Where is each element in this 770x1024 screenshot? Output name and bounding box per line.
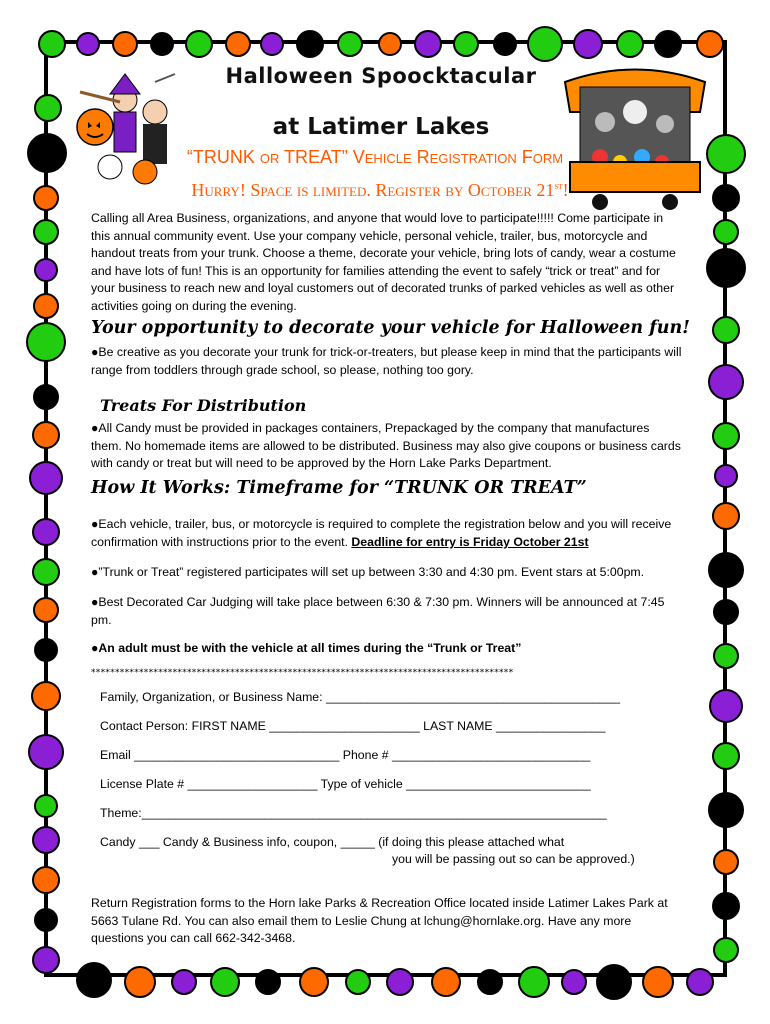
polka-dot bbox=[299, 967, 329, 997]
bullet-registration-text: ●Each vehicle, trailer, bus, or motorcycle is required to complete the registration below and you will receive confirmation with instructions prior to the event. bbox=[91, 517, 672, 549]
polka-dot bbox=[296, 30, 324, 58]
polka-dot bbox=[706, 248, 746, 288]
field-contact-person[interactable]: Contact Person: FIRST NAME ______________________ LAST NAME ________________ bbox=[100, 719, 606, 733]
polka-dot bbox=[32, 518, 60, 546]
section-text-decorate: ●Be creative as you decorate your trunk for trick-or-treaters, but please keep in mind that the participants will range from toddlers through grade school, so please, nothing too gory. bbox=[91, 345, 682, 377]
event-title: Halloween Spoocktacular bbox=[225, 64, 537, 88]
polka-dot bbox=[76, 962, 112, 998]
hurry-superscript: st bbox=[554, 181, 563, 192]
event-location-title: at Latimer Lakes bbox=[272, 114, 490, 140]
bullet-registration bbox=[91, 516, 683, 551]
section-heading-decorate: Your opportunity to decorate your vehicle for Halloween fun! bbox=[91, 318, 690, 338]
polka-dot bbox=[714, 464, 738, 488]
bullet-judging: ●Best Decorated Car Judging will take place between 6:30 & 7:30 pm. Winners will be announced at 7:45 pm. bbox=[91, 595, 665, 627]
polka-dot bbox=[713, 849, 739, 875]
polka-dot bbox=[654, 30, 682, 58]
field-license-vehicle[interactable]: License Plate # ___________________ Type of vehicle ___________________________ bbox=[100, 777, 591, 791]
polka-dot bbox=[32, 558, 60, 586]
deadline-text: Deadline for entry is Friday October 21st bbox=[351, 534, 589, 549]
hurry-end: ! bbox=[562, 180, 569, 200]
polka-dot bbox=[616, 30, 644, 58]
polka-dot bbox=[527, 26, 563, 62]
field-family-organization[interactable]: Family, Organization, or Business Name: ___________________________________________ bbox=[100, 690, 621, 704]
polka-dot bbox=[686, 968, 714, 996]
polka-dot bbox=[712, 502, 740, 530]
return-instructions: Return Registration forms to the Horn lake Parks & Recreation Office located inside Latimer Lakes Park at 5663 Tulane Rd. You can also email them to Leslie Chung at lchung@hornlake.org. Have any more questions you can call 662-342-3468. bbox=[91, 896, 668, 946]
polka-dot bbox=[378, 32, 402, 56]
polka-dot bbox=[642, 966, 674, 998]
polka-dot bbox=[709, 689, 743, 723]
section-heading-how-it-works: How It Works: Timeframe for “TRUNK OR TREAT” bbox=[91, 478, 587, 498]
field-theme[interactable]: Theme:____________________________________________________________________ bbox=[100, 806, 607, 820]
polka-dot bbox=[712, 184, 740, 212]
polka-dot bbox=[706, 134, 746, 174]
polka-dot bbox=[29, 461, 63, 495]
polka-dot bbox=[573, 29, 603, 59]
polka-dot bbox=[150, 32, 174, 56]
bullet-setup-times: ●”Trunk or Treat” registered participates will set up between 3:30 and 4:30 pm. Event stars at 5:00pm. bbox=[91, 565, 645, 579]
intro-paragraph: Calling all Area Business, organizations, and anyone that would love to participate!!!!! Come participate in this annual community event. Use your company vehicle, personal vehicle, trailer, bus, motorcycle and handout treats from your trunk. Choose a theme, decorate your vehicle, bring lots of candy, wear a costume and have lots of fun! This is an opportunity for families attending the event to safely “trick or treat” and for your business to reach new and loyal customers out of decorated trunks of parked vehicles as well as other activities going on during the evening. bbox=[91, 211, 676, 313]
polka-dot bbox=[28, 734, 64, 770]
polka-dot bbox=[453, 31, 479, 57]
polka-dot bbox=[708, 364, 744, 400]
polka-dot bbox=[596, 964, 632, 1000]
separator-line: **************************************************************************************** bbox=[91, 668, 514, 678]
polka-dot bbox=[33, 185, 59, 211]
polka-dot bbox=[38, 30, 66, 58]
polka-dot bbox=[33, 597, 59, 623]
polka-dot bbox=[32, 866, 60, 894]
polka-dot bbox=[493, 32, 517, 56]
polka-dot bbox=[713, 937, 739, 963]
hurry-text: Hurry! Space is limited. Register by October 21 bbox=[191, 180, 555, 200]
section-text-treats: ●All Candy must be provided in packages containers, Prepackaged by the company that manufactures them. No homemade items are allowed to be distributed. Business may also give coupons or business cards with candy or treat but will need to be approved by the Horn Lake Parks Department. bbox=[91, 421, 681, 471]
polka-dot bbox=[32, 946, 60, 974]
polka-dot bbox=[345, 969, 371, 995]
costumed-kids-illustration bbox=[70, 72, 180, 192]
polka-dot bbox=[124, 966, 156, 998]
polka-dot bbox=[171, 969, 197, 995]
polka-dot bbox=[713, 599, 739, 625]
polka-dot bbox=[32, 826, 60, 854]
polka-dot bbox=[337, 31, 363, 57]
polka-dot bbox=[260, 32, 284, 56]
field-email-phone[interactable]: Email ______________________________ Phone # _____________________________ bbox=[100, 748, 591, 762]
bullet-adult-required: ●An adult must be with the vehicle at all times during the “Trunk or Treat” bbox=[91, 641, 522, 655]
section-heading-treats: Treats For Distribution bbox=[100, 396, 307, 415]
form-subtitle: “TRUNK or TREAT” Vehicle Registration Form bbox=[186, 147, 564, 167]
polka-dot bbox=[31, 681, 61, 711]
polka-dot bbox=[712, 316, 740, 344]
polka-dot bbox=[561, 969, 587, 995]
polka-dot bbox=[431, 967, 461, 997]
polka-dot bbox=[712, 892, 740, 920]
polka-dot bbox=[708, 792, 744, 828]
polka-dot bbox=[255, 969, 281, 995]
polka-dot bbox=[27, 133, 67, 173]
polka-dot bbox=[34, 908, 58, 932]
polka-dot bbox=[708, 552, 744, 588]
polka-dot bbox=[414, 30, 442, 58]
polka-dot bbox=[33, 384, 59, 410]
polka-dot bbox=[33, 219, 59, 245]
polka-dot bbox=[713, 643, 739, 669]
polka-dot bbox=[26, 322, 66, 362]
polka-dot bbox=[34, 258, 58, 282]
polka-dot bbox=[33, 293, 59, 319]
field-candy[interactable]: Candy ___ Candy & Business info, coupon, _____ (if doing this please attached what bbox=[100, 835, 565, 849]
registration-deadline-banner bbox=[130, 180, 630, 201]
polka-dot bbox=[696, 30, 724, 58]
polka-dot bbox=[34, 94, 62, 122]
field-candy-note: you will be passing out so can be approved.) bbox=[392, 852, 635, 866]
polka-dot bbox=[34, 794, 58, 818]
polka-dot bbox=[712, 422, 740, 450]
polka-dot bbox=[386, 968, 414, 996]
polka-dot bbox=[76, 32, 100, 56]
polka-dot bbox=[32, 421, 60, 449]
polka-dot bbox=[713, 219, 739, 245]
polka-dot bbox=[518, 966, 550, 998]
polka-dot bbox=[477, 969, 503, 995]
polka-dot bbox=[712, 742, 740, 770]
polka-dot bbox=[112, 31, 138, 57]
polka-dot bbox=[210, 967, 240, 997]
polka-dot bbox=[225, 31, 251, 57]
polka-dot bbox=[185, 30, 213, 58]
polka-dot bbox=[34, 638, 58, 662]
